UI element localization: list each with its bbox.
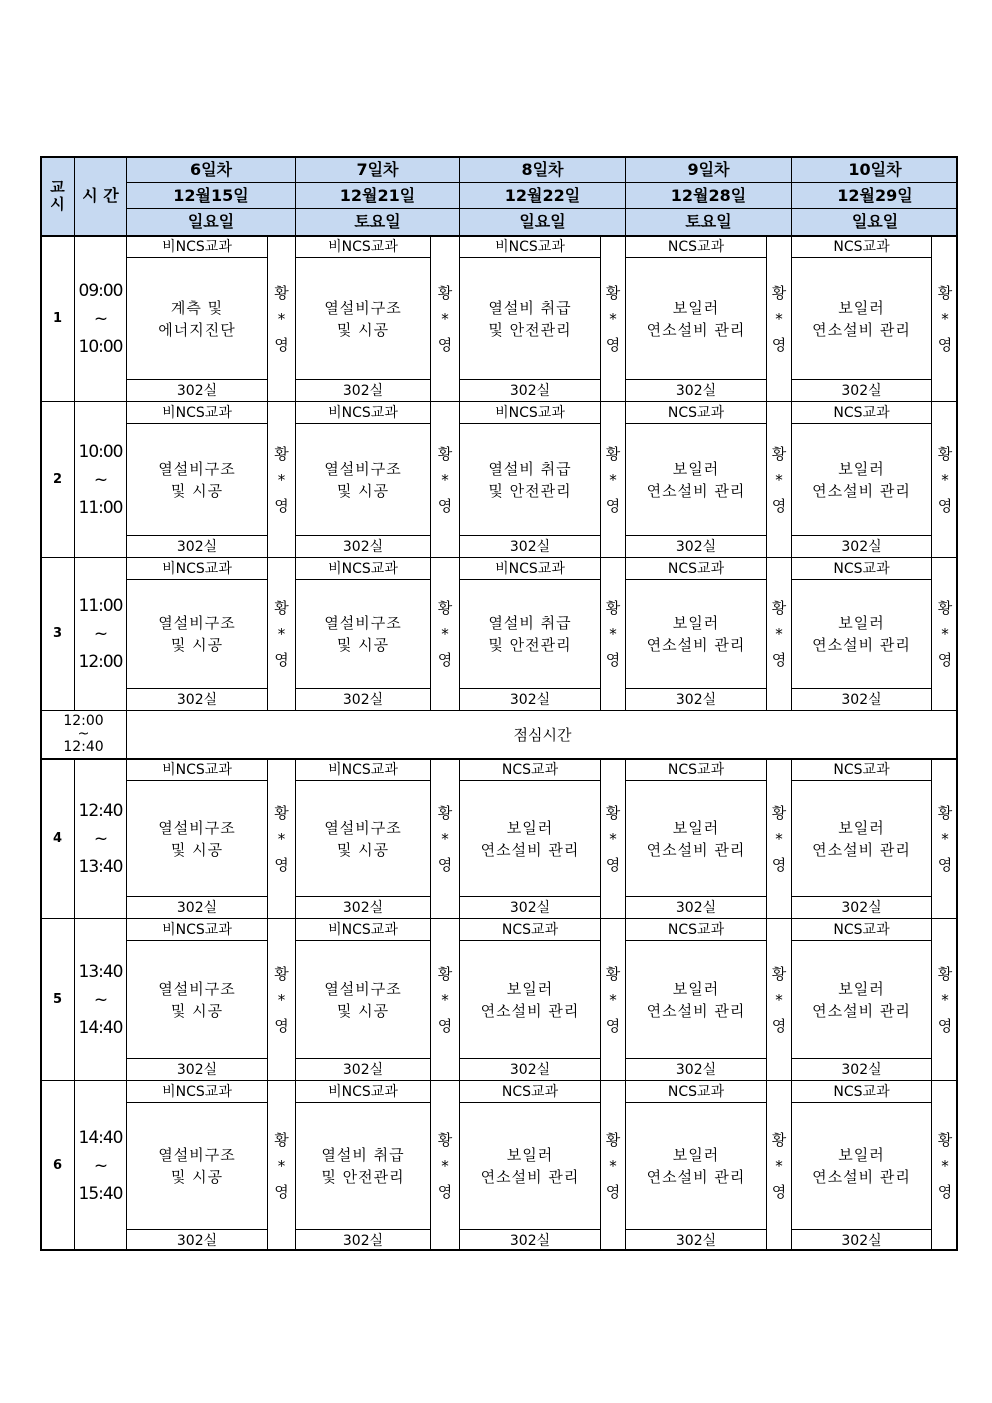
course-type: NCS교과	[791, 235, 931, 257]
subject-name: 열설비 취급 및 안전관리	[459, 423, 600, 535]
room-label: 302실	[126, 688, 267, 710]
header-day: 7일차	[295, 156, 459, 182]
instructor-name: 황 * 영	[931, 401, 958, 557]
course-type: 비NCS교과	[459, 557, 600, 579]
subject-name: 보일러 연소설비 관리	[791, 1102, 931, 1229]
header-day: 9일차	[625, 156, 791, 182]
header-day: 10일차	[791, 156, 958, 182]
course-type: 비NCS교과	[295, 1080, 430, 1102]
subject-name: 보일러 연소설비 관리	[625, 940, 766, 1058]
room-label: 302실	[625, 1229, 766, 1251]
instructor-name: 황 * 영	[267, 401, 295, 557]
subject-name: 보일러 연소설비 관리	[625, 780, 766, 896]
course-type: 비NCS교과	[295, 918, 430, 940]
instructor-name: 황 * 영	[931, 758, 958, 918]
instructor-name: 황 * 영	[766, 918, 791, 1080]
period-number: 5	[40, 918, 74, 1080]
subject-name: 열설비구조 및 시공	[126, 780, 267, 896]
room-label: 302실	[126, 896, 267, 918]
subject-name: 열설비구조 및 시공	[295, 780, 430, 896]
header-date: 12월28일	[625, 182, 791, 208]
time-range: 10:00 ~ 11:00	[74, 401, 126, 557]
room-label: 302실	[295, 1058, 430, 1080]
room-label: 302실	[459, 535, 600, 557]
header-date: 12월22일	[459, 182, 625, 208]
room-label: 302실	[459, 688, 600, 710]
instructor-name: 황 * 영	[267, 235, 295, 401]
header-date: 12월15일	[126, 182, 295, 208]
course-type: NCS교과	[791, 1080, 931, 1102]
subject-name: 보일러 연소설비 관리	[791, 780, 931, 896]
subject-name: 열설비구조 및 시공	[295, 940, 430, 1058]
subject-name: 보일러 연소설비 관리	[625, 257, 766, 379]
course-type: NCS교과	[625, 918, 766, 940]
room-label: 302실	[625, 379, 766, 401]
room-label: 302실	[791, 1058, 931, 1080]
instructor-name: 황 * 영	[600, 1080, 625, 1251]
room-label: 302실	[625, 535, 766, 557]
subject-name: 보일러 연소설비 관리	[791, 257, 931, 379]
instructor-name: 황 * 영	[267, 918, 295, 1080]
course-type: 비NCS교과	[126, 918, 267, 940]
header-weekday: 일요일	[126, 208, 295, 235]
subject-name: 보일러 연소설비 관리	[791, 940, 931, 1058]
instructor-name: 황 * 영	[267, 758, 295, 918]
instructor-name: 황 * 영	[766, 557, 791, 710]
subject-name: 보일러 연소설비 관리	[625, 1102, 766, 1229]
instructor-name: 황 * 영	[931, 557, 958, 710]
course-type: 비NCS교과	[459, 401, 600, 423]
subject-name: 열설비 취급 및 안전관리	[295, 1102, 430, 1229]
course-type: 비NCS교과	[459, 235, 600, 257]
subject-name: 열설비 취급 및 안전관리	[459, 257, 600, 379]
course-type: NCS교과	[791, 401, 931, 423]
course-type: 비NCS교과	[295, 401, 430, 423]
instructor-name: 황 * 영	[430, 235, 459, 401]
room-label: 302실	[791, 1229, 931, 1251]
subject-name: 보일러 연소설비 관리	[625, 579, 766, 688]
instructor-name: 황 * 영	[766, 1080, 791, 1251]
lunch-label: 점심시간	[126, 710, 958, 758]
instructor-name: 황 * 영	[267, 1080, 295, 1251]
subject-name: 보일러 연소설비 관리	[459, 940, 600, 1058]
room-label: 302실	[625, 896, 766, 918]
subject-name: 열설비구조 및 시공	[295, 423, 430, 535]
instructor-name: 황 * 영	[931, 918, 958, 1080]
time-range: 09:00 ~ 10:00	[74, 235, 126, 401]
room-label: 302실	[625, 1058, 766, 1080]
subject-name: 열설비구조 및 시공	[126, 423, 267, 535]
time-range: 14:40 ~ 15:40	[74, 1080, 126, 1251]
course-type: NCS교과	[791, 557, 931, 579]
period-number: 6	[40, 1080, 74, 1251]
lunch-time: 12:00 ~ 12:40	[40, 710, 126, 758]
room-label: 302실	[459, 1058, 600, 1080]
instructor-name: 황 * 영	[267, 557, 295, 710]
room-label: 302실	[459, 379, 600, 401]
instructor-name: 황 * 영	[600, 758, 625, 918]
room-label: 302실	[295, 535, 430, 557]
course-type: 비NCS교과	[126, 758, 267, 780]
room-label: 302실	[791, 535, 931, 557]
room-label: 302실	[791, 379, 931, 401]
instructor-name: 황 * 영	[430, 758, 459, 918]
course-type: 비NCS교과	[295, 758, 430, 780]
subject-name: 보일러 연소설비 관리	[459, 1102, 600, 1229]
course-type: 비NCS교과	[126, 557, 267, 579]
subject-name: 열설비구조 및 시공	[295, 579, 430, 688]
course-type: NCS교과	[625, 1080, 766, 1102]
subject-name: 보일러 연소설비 관리	[791, 579, 931, 688]
room-label: 302실	[459, 1229, 600, 1251]
room-label: 302실	[791, 688, 931, 710]
course-type: NCS교과	[791, 758, 931, 780]
instructor-name: 황 * 영	[600, 401, 625, 557]
header-day: 6일차	[126, 156, 295, 182]
subject-name: 열설비구조 및 시공	[126, 940, 267, 1058]
room-label: 302실	[791, 896, 931, 918]
subject-name: 열설비 취급 및 안전관리	[459, 579, 600, 688]
period-number: 2	[40, 401, 74, 557]
header-weekday: 토요일	[625, 208, 791, 235]
instructor-name: 황 * 영	[600, 918, 625, 1080]
course-type: 비NCS교과	[295, 557, 430, 579]
header-weekday: 토요일	[295, 208, 459, 235]
subject-name: 열설비구조 및 시공	[126, 1102, 267, 1229]
instructor-name: 황 * 영	[766, 401, 791, 557]
time-range: 13:40 ~ 14:40	[74, 918, 126, 1080]
room-label: 302실	[459, 896, 600, 918]
room-label: 302실	[126, 379, 267, 401]
course-type: NCS교과	[625, 401, 766, 423]
period-number: 4	[40, 758, 74, 918]
course-type: 비NCS교과	[126, 401, 267, 423]
course-type: NCS교과	[791, 918, 931, 940]
instructor-name: 황 * 영	[430, 401, 459, 557]
room-label: 302실	[295, 688, 430, 710]
instructor-name: 황 * 영	[600, 557, 625, 710]
subject-name: 보일러 연소설비 관리	[791, 423, 931, 535]
period-header: 교 시	[40, 156, 74, 235]
instructor-name: 황 * 영	[766, 235, 791, 401]
course-type: 비NCS교과	[126, 235, 267, 257]
instructor-name: 황 * 영	[430, 557, 459, 710]
instructor-name: 황 * 영	[931, 235, 958, 401]
course-type: NCS교과	[625, 758, 766, 780]
instructor-name: 황 * 영	[430, 918, 459, 1080]
time-range: 12:40 ~ 13:40	[74, 758, 126, 918]
room-label: 302실	[295, 896, 430, 918]
time-range: 11:00 ~ 12:00	[74, 557, 126, 710]
course-type: NCS교과	[625, 235, 766, 257]
time-header: 시 간	[74, 156, 126, 235]
subject-name: 보일러 연소설비 관리	[459, 780, 600, 896]
header-day: 8일차	[459, 156, 625, 182]
room-label: 302실	[625, 688, 766, 710]
course-type: 비NCS교과	[126, 1080, 267, 1102]
room-label: 302실	[295, 379, 430, 401]
room-label: 302실	[126, 535, 267, 557]
instructor-name: 황 * 영	[600, 235, 625, 401]
period-number: 1	[40, 235, 74, 401]
course-type: NCS교과	[459, 918, 600, 940]
subject-name: 보일러 연소설비 관리	[625, 423, 766, 535]
course-type: 비NCS교과	[295, 235, 430, 257]
room-label: 302실	[295, 1229, 430, 1251]
header-date: 12월29일	[791, 182, 958, 208]
period-number: 3	[40, 557, 74, 710]
subject-name: 계측 및 에너지진단	[126, 257, 267, 379]
instructor-name: 황 * 영	[430, 1080, 459, 1251]
course-type: NCS교과	[625, 557, 766, 579]
room-label: 302실	[126, 1058, 267, 1080]
course-type: NCS교과	[459, 1080, 600, 1102]
instructor-name: 황 * 영	[766, 758, 791, 918]
instructor-name: 황 * 영	[931, 1080, 958, 1251]
header-weekday: 일요일	[791, 208, 958, 235]
subject-name: 열설비구조 및 시공	[295, 257, 430, 379]
header-date: 12월21일	[295, 182, 459, 208]
header-weekday: 일요일	[459, 208, 625, 235]
room-label: 302실	[126, 1229, 267, 1251]
subject-name: 열설비구조 및 시공	[126, 579, 267, 688]
course-type: NCS교과	[459, 758, 600, 780]
